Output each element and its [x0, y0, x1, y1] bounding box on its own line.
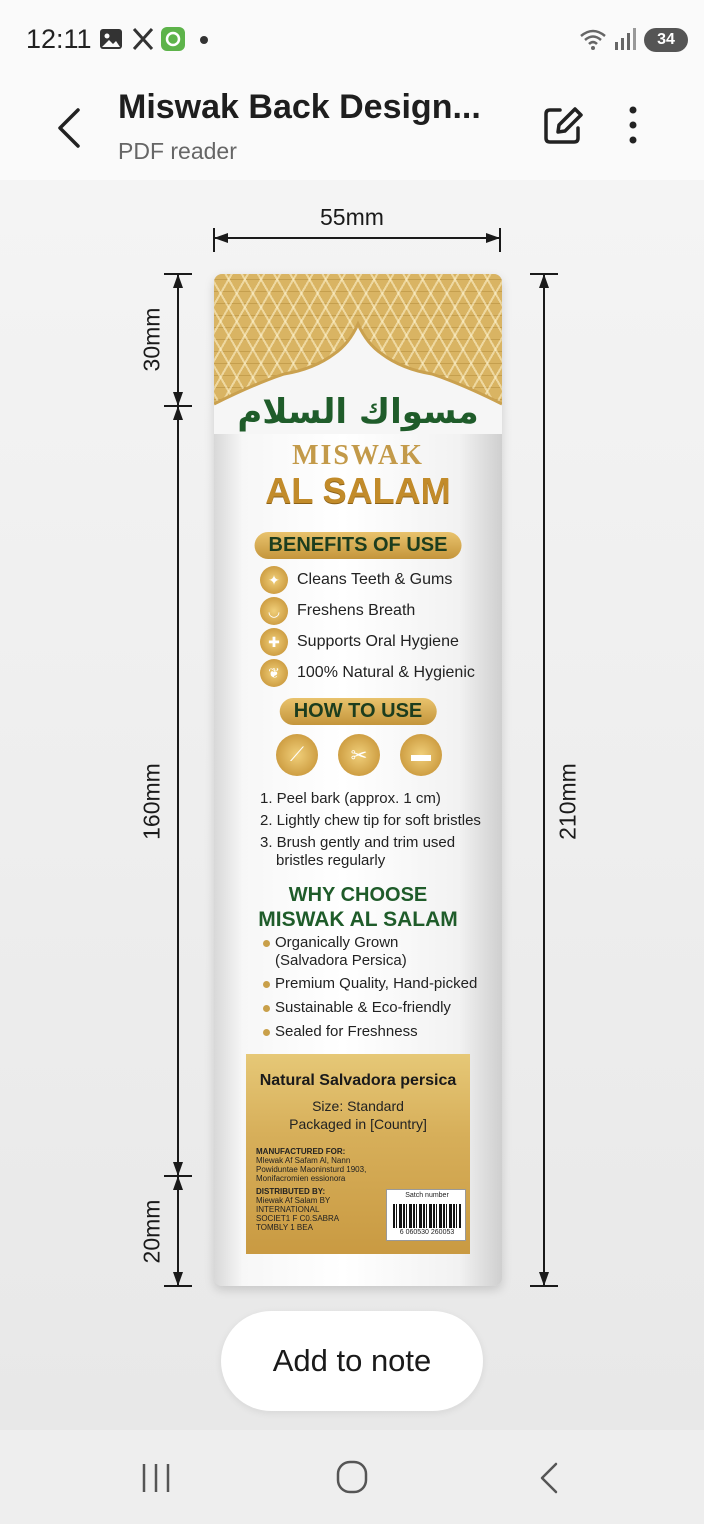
- home-icon[interactable]: [330, 1458, 374, 1498]
- bullet: [263, 1029, 270, 1036]
- signal-icon: [612, 26, 638, 52]
- benefit-item: ✚ Supports Oral Hygiene: [260, 628, 459, 656]
- bullet: [263, 1005, 270, 1012]
- step-3: 3. Brush gently and trim used: [260, 834, 456, 851]
- total-dimension-label: 210mm: [554, 763, 581, 840]
- why-heading-line-2: MISWAK AL SALAM: [258, 908, 458, 931]
- why-item-continued: (Salvadora Persica): [275, 952, 407, 969]
- miswak-package: [214, 274, 502, 1286]
- manufactured-line: Powiduntae Maoninsturd 1903,: [256, 1165, 367, 1174]
- barcode-bars: [393, 1204, 461, 1228]
- distributed-heading: DISTRIBUTED BY:: [256, 1187, 326, 1196]
- step-3-continued: bristles regularly: [276, 852, 386, 869]
- app-header: [0, 80, 704, 180]
- green-app-icon: [160, 26, 186, 52]
- document-subtitle: PDF reader: [118, 138, 237, 164]
- tooth-icon: ✦: [260, 566, 288, 594]
- panel-title: Natural Salvadora persica: [259, 1072, 457, 1089]
- top-dimension-label: 30mm: [138, 307, 165, 372]
- barcode-number: 6 060530 260053: [399, 1229, 455, 1236]
- why-heading-line-1: WHY CHOOSE: [288, 884, 428, 906]
- edit-icon[interactable]: [540, 102, 586, 148]
- status-time: 12:11: [26, 24, 92, 54]
- status-bar: [0, 0, 704, 80]
- benefits-heading: BENEFITS OF USE: [255, 532, 462, 559]
- distributed-line: SOCIET1 F C0.SABRA: [256, 1214, 340, 1223]
- why-item: Sealed for Freshness: [275, 1023, 418, 1040]
- arabic-brand-name: مسواك السلام: [237, 392, 479, 432]
- navigation-bar: [0, 1430, 704, 1524]
- gallery-icon: [98, 26, 124, 52]
- manufactured-line: Monifacromien essionora: [256, 1174, 346, 1183]
- distributed-line: TOMBLY 1 BEA: [256, 1223, 313, 1232]
- bottom-dimension-label: 20mm: [138, 1199, 165, 1264]
- more-options-icon[interactable]: [616, 102, 650, 148]
- brush-icon: ▬: [400, 734, 442, 776]
- middle-dimension-label: 160mm: [138, 763, 165, 840]
- wifi-icon: [578, 26, 608, 52]
- peel-stick-icon: ⟋: [276, 734, 318, 776]
- smile-icon: ◡: [260, 597, 288, 625]
- step-1: 1. Peel bark (approx. 1 cm): [260, 790, 441, 807]
- distributed-line: INTERNATIONAL: [256, 1205, 320, 1214]
- manufactured-heading: MANUFACTURED FOR:: [256, 1147, 346, 1156]
- scissors-icon: ✂: [338, 734, 380, 776]
- step-2: 2. Lightly chew tip for soft bristles: [260, 812, 481, 829]
- add-to-note-button[interactable]: Add to note: [221, 1311, 483, 1411]
- bullet: [263, 940, 270, 947]
- tooth-shield-icon: ✚: [260, 628, 288, 656]
- x-app-icon: [130, 26, 156, 52]
- notification-dot: [200, 36, 208, 44]
- manufactured-line: Mlewak Af Safam Al, Nann: [256, 1156, 351, 1165]
- barcode: [386, 1189, 466, 1241]
- size-text: Size: Standard: [312, 1098, 404, 1114]
- how-to-use-heading: HOW TO USE: [280, 698, 437, 725]
- back-nav-icon[interactable]: [528, 1458, 572, 1498]
- width-dimension-label: 55mm: [320, 204, 384, 230]
- brand-line-1: MISWAK: [292, 440, 424, 471]
- battery-icon: 34: [644, 28, 688, 52]
- why-item: Organically Grown: [275, 934, 399, 951]
- why-item: Sustainable & Eco-friendly: [275, 999, 451, 1016]
- distributed-line: Miewak Af Salam BY: [256, 1196, 331, 1205]
- brand-line-2: AL SALAM: [265, 470, 451, 511]
- pdf-page[interactable]: [0, 180, 704, 1430]
- back-button[interactable]: [44, 98, 94, 158]
- gold-info-panel: [246, 1054, 470, 1254]
- bullet: [263, 981, 270, 988]
- leaf-icon: ❦: [260, 659, 288, 687]
- document-title: Miswak Back Design...: [118, 88, 481, 126]
- benefit-item: ◡ Freshens Breath: [260, 597, 415, 625]
- recent-apps-icon[interactable]: [134, 1458, 178, 1498]
- benefit-item: ✦ Cleans Teeth & Gums: [260, 566, 452, 594]
- why-item: Premium Quality, Hand-picked: [275, 975, 478, 992]
- packaged-text: Packaged in [Country]: [289, 1116, 427, 1132]
- batch-number-label: Satch number: [405, 1192, 449, 1199]
- benefit-item: ❦ 100% Natural & Hygienic: [260, 659, 475, 687]
